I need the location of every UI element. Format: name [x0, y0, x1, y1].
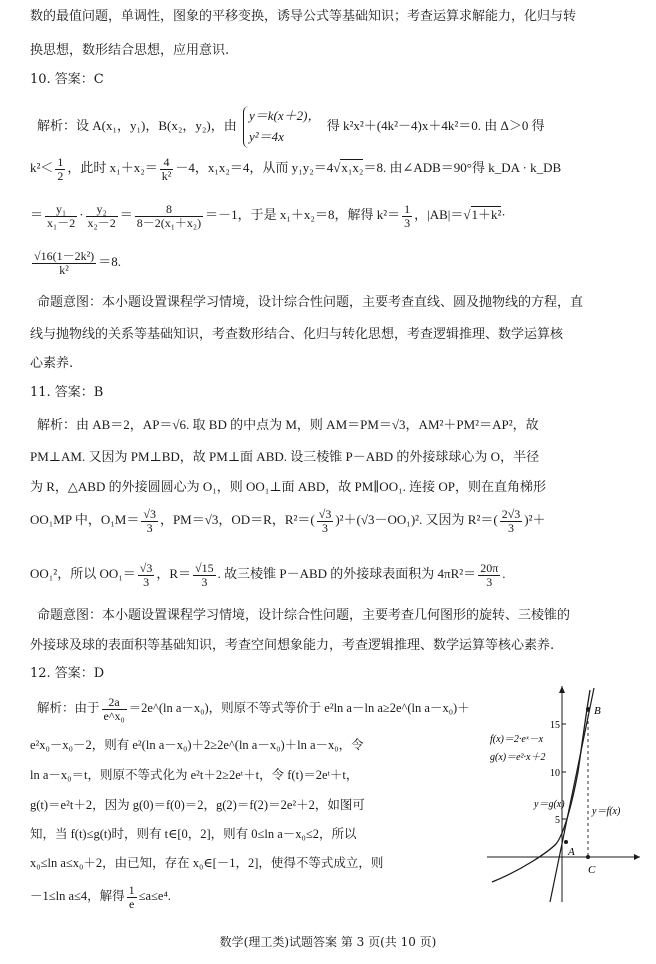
q10-l4-den: k² — [59, 262, 69, 277]
point-a-label: A — [568, 846, 575, 858]
q10-l3-a: ＝ — [30, 207, 44, 223]
q10-sys-row-2: y²＝4x — [249, 128, 284, 144]
q12-line-5: 知，当 f(t)≤g(t)时，则有 t∈[0，2]，则有 0≤ln a－x₀≤2，所以 — [30, 827, 357, 841]
q10-l2-frac-num: 1 — [57, 155, 64, 169]
q10-l3-f4-den: 3 — [404, 215, 411, 230]
q10-intent-2: 线与抛物线的关系等基础知识，考查数形结合、化归与转化思想，考查逻辑推理、数学运算核 — [30, 327, 564, 342]
q11-l5-f3-num: 20π — [480, 561, 499, 575]
q10-l3-b: · — [79, 207, 84, 223]
q10-l3-f4-num: 1 — [404, 202, 411, 216]
q10-line-1 — [37, 106, 545, 148]
q11-l5-c: . 故三棱锥 P－ABD 的外接球表面积为 4πR²＝ — [217, 566, 477, 582]
q10-sys-row-1: y＝k(x＋2)， — [249, 108, 321, 123]
y-tick-label-10: 10 — [550, 768, 560, 779]
q11-l4-a: OO₁MP 中，O₁M＝ — [30, 512, 140, 528]
q12-l7-frac — [127, 884, 137, 910]
q10-l1-suffix: 得 k²x²＋(4k²－4)x＋4k²＝0. 由 Δ＞0 得 — [326, 117, 545, 133]
y-tick-label-15: 15 — [550, 720, 560, 731]
q10-l3-f1-den: x₁－2 — [47, 215, 76, 230]
q10-equation-system — [243, 106, 320, 148]
q11-l4-f1-num: √3 — [143, 507, 156, 521]
q11-intent-1: 命题意图：本小题设置课程学习情境，设计综合性问题，主要考查几何图形的旋转、三棱锥的 — [37, 608, 571, 623]
q10-l3-f3-den: 8－2(x₁＋x₂) — [136, 215, 202, 230]
q10-l2-c: －4，x₁x₂＝4，从而 y₁y₂＝4 — [175, 160, 334, 176]
q11-l5-f2-den: 3 — [201, 574, 208, 589]
q12-line-4: g(t)＝e²t＋2，因为 g(0)＝f(0)＝2，g(2)＝f(2)＝2e²＋2，如图可 — [30, 798, 365, 812]
q11-l5-frac1 — [138, 562, 155, 588]
q10-l3-f2-num: y₂ — [86, 203, 118, 217]
q11-l5-frac2 — [193, 562, 216, 588]
q12-line-3: ln a－x₀＝t，则原不等式化为 e²t＋2≥2eᵗ＋t，令 f(t)＝2eᵗ＋t， — [30, 768, 359, 782]
curve-f — [492, 690, 590, 882]
q10-l3-c: ＝ — [119, 207, 133, 223]
q11-l5-a: OO₁²，所以 OO₁＝ — [30, 566, 136, 582]
q12-line-2: e²x₀－x₀－2，则有 e²(ln a－x₀)＋2≥2e^(ln a－x₀)＋ln a－x₀，令 — [30, 738, 364, 752]
q10-l3-f2-den: x₂－2 — [87, 215, 116, 230]
q12-line-7 — [30, 884, 171, 910]
q11-l4-frac2 — [317, 508, 334, 534]
q11-l4-c: )²＋(√3－OO₁)². 又因为 R²＝( — [335, 512, 498, 528]
q12-l1-f-den: e^x₀ — [103, 708, 125, 723]
q10-intent-3: 心素养. — [30, 356, 74, 371]
q12-l7-f-den: e — [128, 896, 135, 911]
q11-l4-f3-num: 2√3 — [501, 507, 521, 521]
q12-l7-f-num: 1 — [128, 883, 135, 897]
q10-l3-f: · — [501, 207, 506, 223]
intro-line-1: 数的最值问题，单调性，图象的平移变换，诱导公式等基础知识；考查运算求解能力，化归与转 — [30, 9, 577, 24]
point-b — [586, 707, 590, 711]
q12-answer: 12. 答案：D — [30, 666, 105, 681]
q11-l4-f1-den: 3 — [146, 520, 153, 535]
q12-l7-b: ≤a≤e⁴. — [138, 888, 171, 903]
q11-answer: 11. 答案：B — [30, 385, 104, 400]
q12-line-6: x₀≤ln a≤x₀＋2，由已知，存在 x₀∈[－1，2]，使得不等式成立，则 — [30, 856, 384, 870]
q10-intent-1: 命题意图：本小题设置课程学习情境，设计综合性问题，主要考查直线、圆及抛物线的方程，直 — [37, 295, 584, 310]
q11-l5-d: . — [502, 566, 506, 582]
y-axis-arrow-icon — [559, 686, 565, 693]
q12-line-1 — [37, 696, 470, 722]
q11-l4-f2-num: √3 — [318, 507, 332, 521]
q10-l2-frac2-num: 4 — [160, 156, 174, 170]
q11-l4-d: )²＋ — [524, 512, 546, 528]
q11-l5-f1-num: √3 — [139, 561, 153, 575]
curve-g-label: y＝g(x) — [534, 799, 565, 810]
q11-l4-b: ，PM＝√3，OD＝R，R²＝( — [159, 512, 315, 528]
q11-l4-frac1 — [141, 508, 158, 534]
q10-line-4 — [30, 250, 121, 276]
q12-figure — [482, 684, 642, 906]
q10-l2-frac2 — [160, 156, 174, 182]
q11-l4-f2-den: 3 — [322, 520, 329, 535]
q11-l5-frac3 — [478, 562, 500, 588]
x-axis-arrow-icon — [634, 854, 640, 860]
curve-f-label: y＝f(x) — [592, 806, 621, 817]
q10-l2-sqrt: x₁x₂ — [341, 160, 364, 176]
q11-l4-frac3 — [500, 508, 523, 534]
q11-line-2: PM⊥AM. 又因为 PM⊥BD，故 PM⊥面 ABD. 设三棱锥 P－ABD 的外接球球心为 O，半径 — [30, 449, 540, 464]
point-b-label: B — [594, 705, 601, 717]
q10-line-3: ＝ $\frac{\text{y₁}}{\text{x₁－2}}$ · $\frac{\text{y₂}}{\text{x₂－2}}$ ＝ $\frac{8}{\text{8－2(x₁＋x₂)}}$ ＝－1，于是 x₁＋x₂＝8，解得 k²＝ $\frac{1}{3}$ ，|AB|＝√1＋k²· — [30, 202, 506, 230]
q11-l5-f2-num: √15 — [195, 561, 214, 575]
q10-answer: 10. 答案：C — [30, 72, 104, 87]
q11-line-5 — [30, 562, 506, 588]
q10-l3-frac2 — [86, 203, 118, 229]
q12-l1-a: 解析：由于 — [37, 700, 100, 715]
q10-l3-f1-num: y₁ — [45, 203, 77, 217]
q11-l5-b: ，R＝ — [156, 566, 192, 582]
q11-l4-f3-den: 3 — [508, 520, 514, 535]
q11-l5-f3-den: 3 — [486, 574, 493, 589]
q10-l4-num: √16(1－2k²) — [34, 249, 95, 263]
q10-l3-frac1 — [45, 203, 77, 229]
point-c-label: C — [588, 864, 596, 876]
q10-l3-frac3 — [135, 203, 203, 229]
intro-line-2: 换思想，数形结合思想，应用意识. — [30, 43, 230, 58]
q11-l5-f1-den: 3 — [143, 574, 150, 589]
page-footer: 数学(理工类)试题答案 第 3 页(共 10 页) — [219, 935, 437, 949]
q11-intent-2: 外接球及球的表面积等基础知识，考查空间想象能力，考查逻辑推理、数学运算等核心素养. — [30, 638, 555, 653]
q10-l2-frac-den: 2 — [57, 168, 64, 183]
q11-line-1: 解析：由 AB＝2，AP＝√6. 取 BD 的中点为 M，则 AM＝PM＝√3，AM²＋PM²＝AP²，故 — [37, 417, 539, 432]
y-tick-label-5: 5 — [555, 815, 560, 826]
point-a — [564, 840, 568, 844]
q12-l7-a: －1≤ln a≤4，解得 — [30, 888, 125, 903]
q11-line-3: 为 R，△ABD 的外接圆圆心为 O₁，则 OO₁⊥面 ABD，故 PM∥OO₁. 连接 OP，则在直角梯形 — [30, 479, 546, 494]
q10-l2-frac2-den: k² — [161, 168, 172, 183]
q11-line-4 — [30, 508, 546, 534]
q10-l3-sqrt: 1＋k² — [471, 207, 502, 223]
legend-f: f(x)＝2·eˣ－x — [490, 734, 544, 745]
q12-l1-frac — [102, 696, 127, 722]
q10-l2-a: k²＜ — [30, 160, 54, 176]
q12-l1-f-num: 2a — [102, 696, 127, 710]
q10-l4-tail: ＝8. — [98, 254, 121, 270]
q10-l3-e: ，|AB|＝ — [414, 207, 464, 223]
q10-line-2: k²＜ $\frac{1}{2}$ ，此时 x₁＋x₂＝ $\frac{4}{\text{k²}}$ －4，x₁x₂＝4，从而 y₁y₂＝4√x₁x₂＝8. 由∠ADB＝90°得 k_DA · k_DB — [30, 155, 562, 183]
q12-l1-b: ＝2e^(ln a－x₀)，则原不等式等价于 e²ln a－ln a≥2e^(ln a－x₀)＋ — [128, 700, 470, 715]
q10-l3-f3-num: 8 — [135, 203, 203, 217]
q10-l2-b: ，此时 x₁＋x₂＝ — [67, 160, 158, 176]
q10-l4-frac — [32, 250, 96, 276]
legend-g: g(x)＝e²·x＋2 — [490, 752, 546, 763]
q10-l3-frac4 — [402, 203, 412, 229]
q10-l2-d: ＝8. 由∠ADB＝90°得 k_DA · k_DB — [363, 160, 562, 176]
q10-l2-frac — [55, 156, 65, 182]
q10-l1-prefix: 解析：设 A(x₁，y₁)，B(x₂，y₂)，由 — [37, 117, 237, 133]
point-c — [586, 855, 590, 859]
q10-l3-d: ＝－1，于是 x₁＋x₂＝8，解得 k²＝ — [205, 207, 401, 223]
